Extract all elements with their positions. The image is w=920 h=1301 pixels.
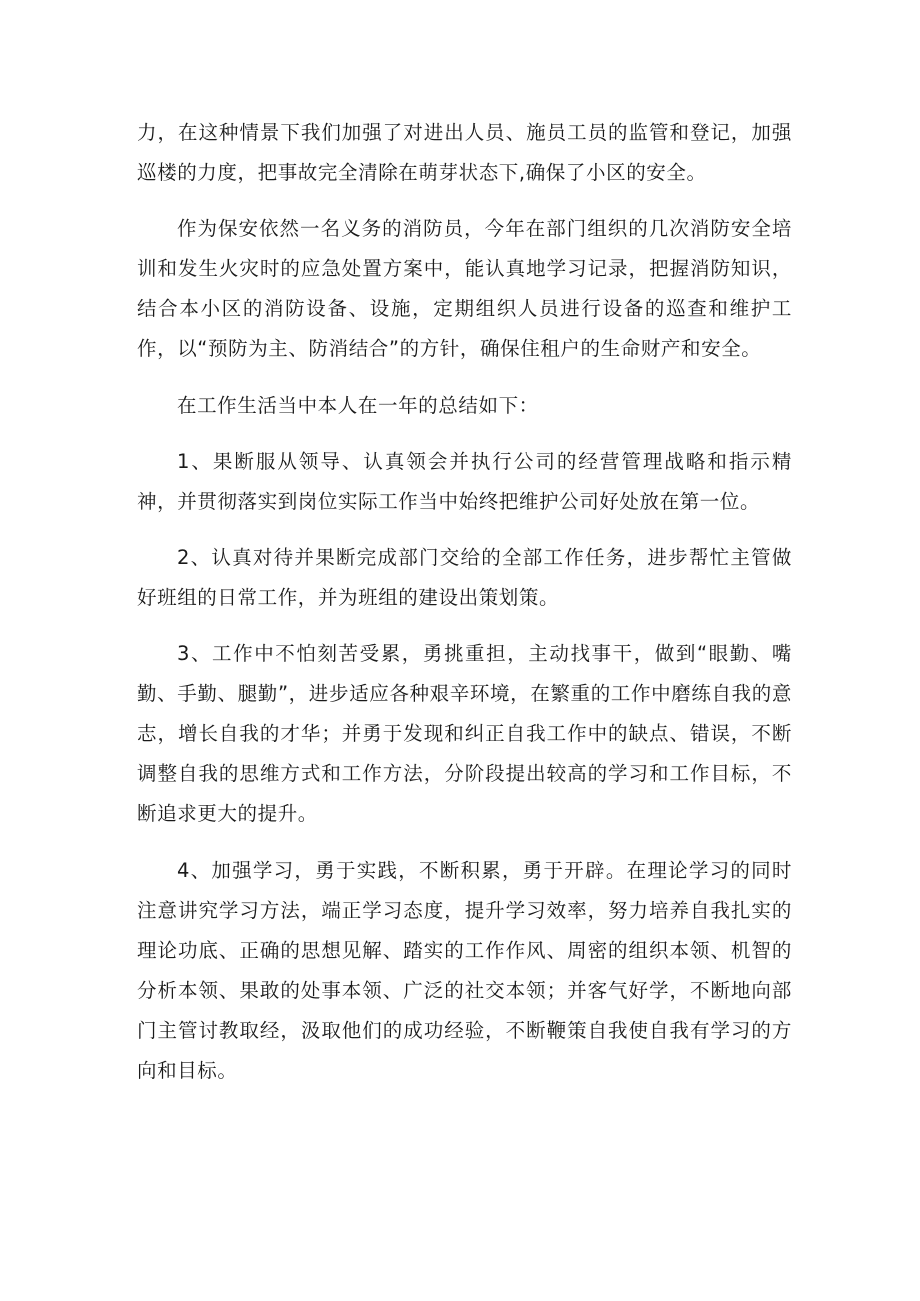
document-body (137, 113, 792, 1107)
paragraph-item-1: 1、果断服从领导、认真领会并执行公司的经营管理战略和指示精神，并贯彻落实到岗位实际工作当中始终把维护公司好处放在第一位。 (137, 449, 792, 513)
paragraph-continuation: 力，在这种情景下我们加强了对进出人员、施员工员的监管和登记，加强巡楼的力度，把事故完全清除在萌芽状态下,确保了小区的安全。 (137, 121, 792, 185)
paragraph-summary-intro: 在工作生活当中本人在一年的总结如下： (176, 393, 539, 417)
paragraph-fire-safety: 作为保安依然一名义务的消防员，今年在部门组织的几次消防安全培训和发生火灾时的应急处置方案中，能认真地学习记录，把握消防知识，结合本小区的消防设备、设施，定期组织人员进行设备的巡查和维护工作，以“预防为主、防消结合”的方针，确保住租户的生命财产和安全。 (137, 217, 792, 361)
paragraph-item-3: 3、工作中不怕刻苦受累，勇挑重担，主动找事干，做到“眼勤、嘴勤、手勤、腿勤”，进步适应各种艰辛环境，在繁重的工作中磨练自我的意志，增长自我的才华；并勇于发现和纠正自我工作中的缺点、错误，不断调整自我的思维方式和工作方法，分阶段提出较高的学习和工作目标，不断追求更大的提升。 (137, 642, 792, 826)
paragraph-item-4: 4、加强学习，勇于实践，不断积累，勇于开辟。在理论学习的同时注意讲究学习方法，端正学习态度，提升学习效率，努力培养自我扎实的理论功底、正确的思想见解、踏实的工作作风、周密的组织本领、机智的分析本领、果敢的处事本领、广泛的社交本领；并客气好学，不断地向部门主管讨教取经，汲取他们的成功经验，不断鞭策自我使自我有学习的方向和目标。 (137, 858, 792, 1082)
paragraph-item-2: 2、认真对待并果断完成部门交给的全部工作任务，进步帮忙主管做好班组的日常工作，并为班组的建设出策划策。 (137, 545, 792, 609)
